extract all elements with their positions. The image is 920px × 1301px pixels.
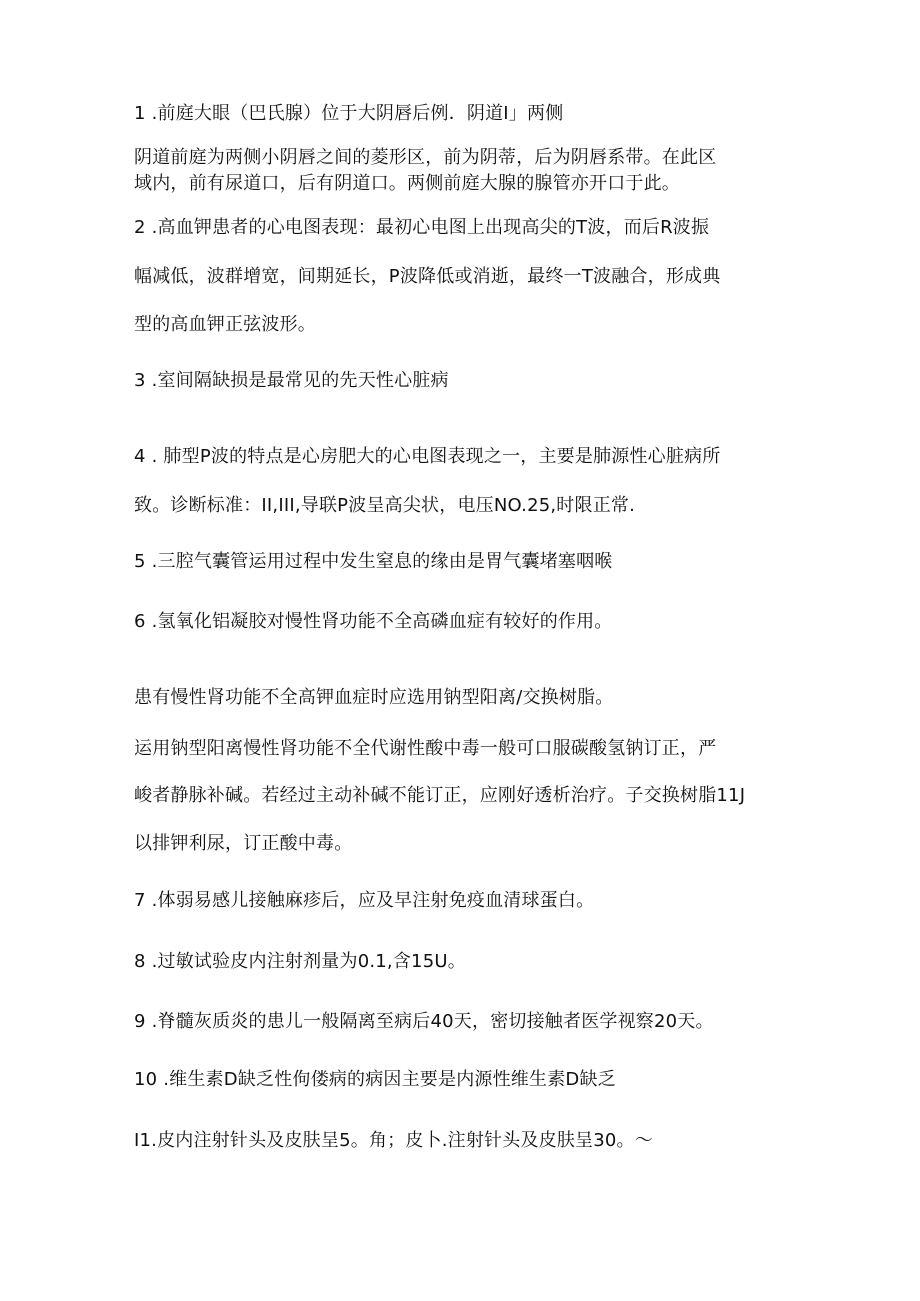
text-line-7: 3 .室间隔缺损是最常见的先天性心脏病	[134, 370, 449, 391]
text-line-8: 4 . 肺型P波的特点是心房肥大的心电图表现之一，主要是肺源性心脏病所	[134, 446, 721, 467]
text-line-19: 10 .维生素D缺乏性佝偻病的病因主要是内源性维生素D缺乏	[134, 1069, 616, 1090]
text-line-3: 域内，前有尿道口，后有阴道口。两侧前庭大腺的腺管亦开口于此。	[134, 173, 680, 194]
text-line-12: 患有慢性肾功能不全高钾血症时应选用钠型阳离/交换树脂。	[134, 687, 614, 708]
text-line-16: 7 .体弱易感儿接触麻疹后，应及早注射免疫血清球蛋白。	[134, 890, 595, 911]
text-line-13: 运用钠型阳离慢性肾功能不全代谢性酸中毒一般可口服碳酸氢钠订正，严	[134, 738, 717, 759]
text-line-10: 5 .三腔气囊管运用过程中发生窒息的缘由是胃气囊堵塞咽喉	[134, 551, 613, 572]
text-line-1: 1 .前庭大眼（巴氏腺）位于大阴唇后例．阴道I」两侧	[134, 103, 564, 124]
text-line-20: I1.皮内注射针头及皮肤呈5。角；皮卜.注射针头及皮肤呈30。〜	[134, 1130, 653, 1151]
text-line-2: 阴道前庭为两侧小阴唇之间的菱形区，前为阴蒂，后为阴唇系带。在此区	[134, 147, 717, 168]
text-line-9: 致。诊断标准：II,III,导联P波呈高尖状，电压NO.25,时限正常.	[134, 495, 636, 516]
text-line-4: 2 .高血钾患者的心电图表现：最初心电图上出现高尖的T波，而后R波振	[134, 217, 710, 238]
text-line-14: 峻者静脉补碱。若经过主动补碱不能订正，应刚好透析治疗。子交换树脂11J	[134, 785, 746, 806]
text-line-6: 型的高血钾正弦波形。	[134, 314, 316, 335]
text-line-5: 幅减低，波群增宽，间期延长，P波降低或消逝，最终一T波融合，形成典	[134, 266, 721, 287]
text-line-17: 8 .过敏试验皮内注射剂量为0.1,含15U。	[134, 951, 466, 972]
text-line-11: 6 .氢氧化铝凝胶对慢性肾功能不全高磷血症有较好的作用。	[134, 611, 613, 632]
text-line-18: 9 .脊髓灰质炎的患儿一般隔离至病后40天，密切接触者医学视察20天。	[134, 1011, 714, 1032]
text-line-15: 以排钾利尿，订正酸中毒。	[134, 833, 353, 854]
